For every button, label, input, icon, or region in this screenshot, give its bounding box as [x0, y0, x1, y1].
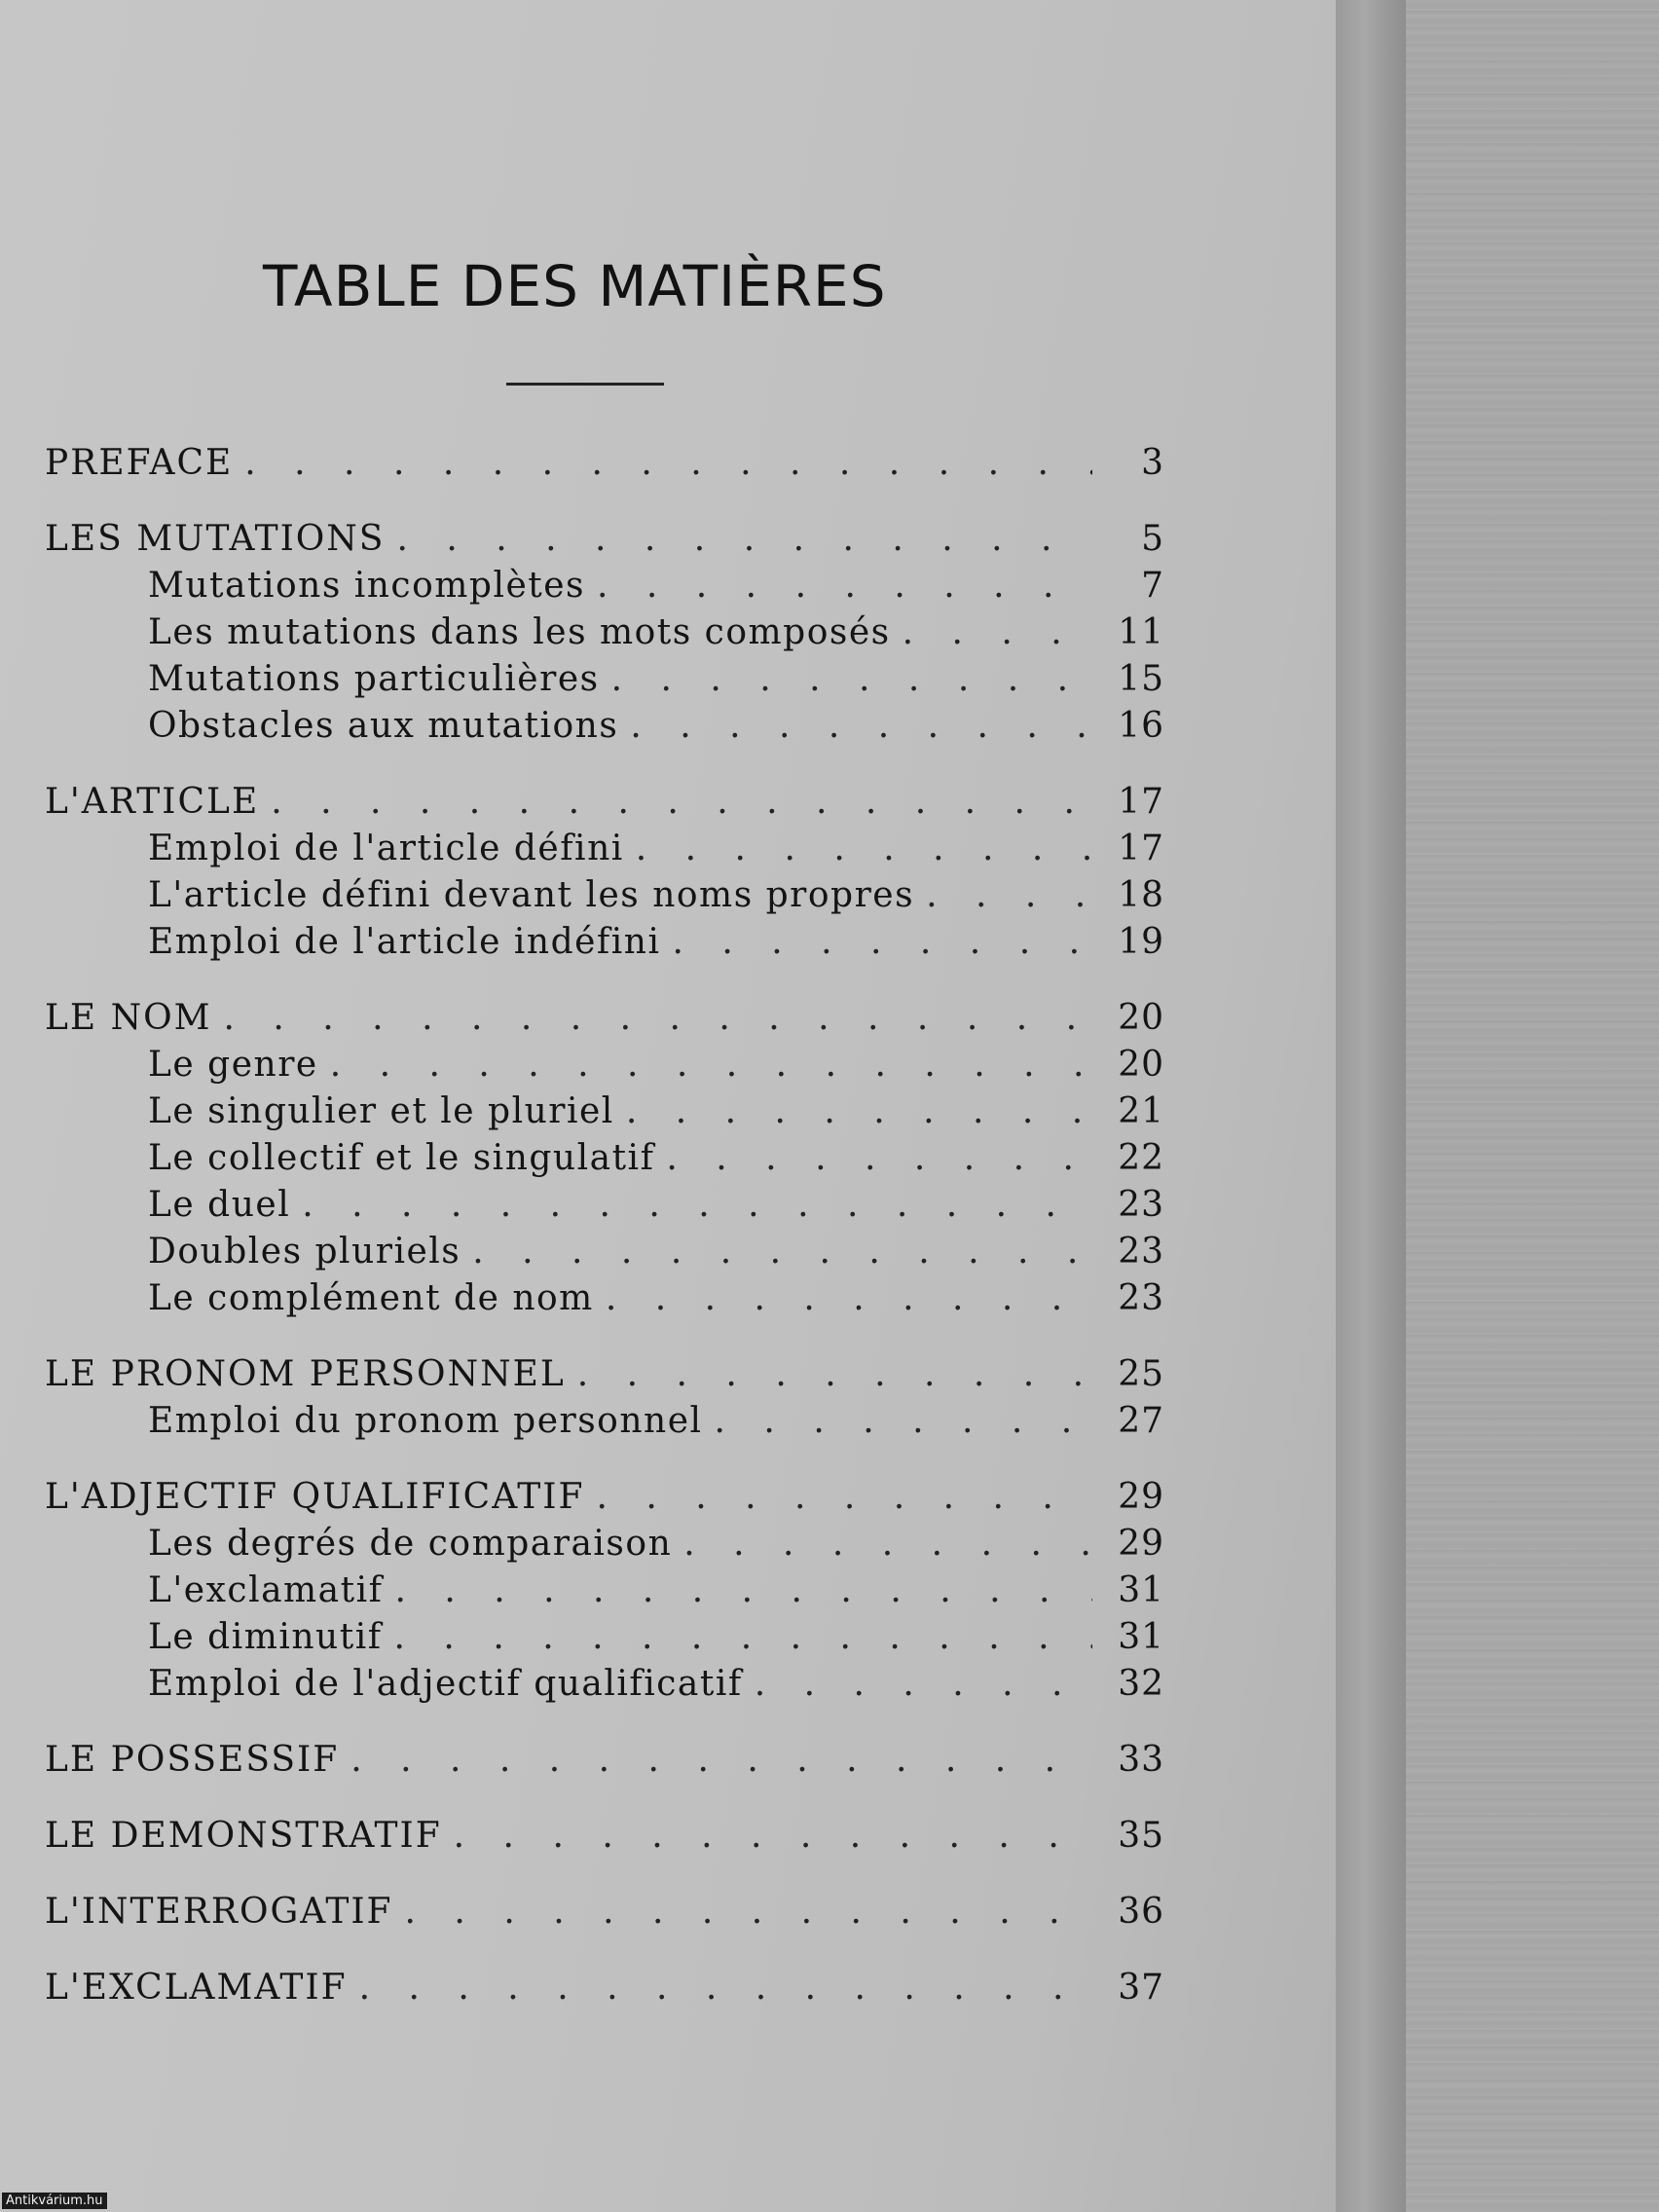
- toc-entry-label: PREFACE: [45, 443, 234, 483]
- dot-leader: [636, 829, 1092, 868]
- toc-entry: [45, 782, 1164, 829]
- toc-entry-label: LE PRONOM PERSONNEL: [45, 1354, 566, 1394]
- toc-page-number: 19: [1118, 922, 1164, 962]
- toc-entry-label: L'ADJECTIF QUALIFICATIF: [45, 1477, 585, 1517]
- toc-subentry: [45, 659, 1164, 706]
- dot-leader: [302, 1185, 1092, 1225]
- toc-entry-label: LE DEMONSTRATIF: [45, 1816, 442, 1856]
- dot-leader: [359, 1968, 1092, 2008]
- toc-page-number: 31: [1118, 1570, 1164, 1610]
- dot-leader: [472, 1232, 1092, 1272]
- toc-entry: [45, 1740, 1164, 1787]
- toc-entry: [45, 1354, 1164, 1401]
- title-divider: [506, 383, 664, 386]
- dot-leader: [271, 782, 1092, 822]
- toc-page-number: 17: [1118, 829, 1164, 868]
- dot-leader: [224, 998, 1092, 1038]
- toc-entry-label: Le genre: [148, 1045, 318, 1085]
- toc-page-number: 23: [1118, 1232, 1164, 1272]
- dot-leader: [405, 1892, 1092, 1932]
- toc-page-number: 17: [1118, 782, 1164, 822]
- toc-subentry: [45, 1401, 1164, 1448]
- dot-leader: [577, 1354, 1092, 1394]
- toc-entry: [45, 1968, 1164, 2014]
- dot-leader: [244, 443, 1092, 483]
- toc-page-number: 5: [1141, 519, 1164, 559]
- toc-entry-label: L'ARTICLE: [45, 782, 260, 822]
- toc-entry-label: Le duel: [148, 1185, 291, 1225]
- toc-page-number: 33: [1118, 1740, 1164, 1780]
- toc-subentry: [45, 1091, 1164, 1138]
- toc-page-number: 23: [1118, 1185, 1164, 1225]
- dot-leader: [330, 1045, 1092, 1085]
- book-gutter: [1336, 0, 1406, 2212]
- toc-entry-label: LE NOM: [45, 998, 212, 1038]
- dot-leader: [596, 1477, 1092, 1517]
- toc-page-number: 23: [1118, 1278, 1164, 1318]
- dot-leader: [611, 659, 1092, 699]
- toc-entry-label: Mutations incomplètes: [148, 566, 586, 606]
- toc-page-number: 36: [1118, 1892, 1164, 1932]
- adjacent-page-edge: [1406, 0, 1659, 2212]
- page-title: TABLE DES MATIÈRES: [263, 253, 887, 319]
- toc-entry-label: L'EXCLAMATIF: [45, 1968, 348, 2008]
- toc-entry-label: Mutations particulières: [148, 659, 600, 699]
- toc-entry-label: L'exclamatif: [148, 1570, 384, 1610]
- toc-subentry: [45, 612, 1164, 659]
- toc-subentry: [45, 1664, 1164, 1711]
- toc-page-number: 7: [1141, 566, 1164, 606]
- toc-page-number: 27: [1118, 1401, 1164, 1441]
- toc-subentry: [45, 566, 1164, 612]
- toc-entry-label: Emploi du pronom personnel: [148, 1401, 703, 1441]
- toc-entry: [45, 443, 1164, 490]
- toc-subentry: [45, 922, 1164, 969]
- toc-subentry: [45, 1278, 1164, 1325]
- toc-entry-label: L'article défini devant les noms propres: [148, 875, 915, 915]
- dot-leader: [666, 1138, 1092, 1178]
- toc-entry-label: Emploi de l'adjectif qualificatif: [148, 1664, 743, 1704]
- toc-entry-label: Obstacles aux mutations: [148, 706, 619, 746]
- toc-entry-label: L'INTERROGATIF: [45, 1892, 393, 1932]
- toc-entry-label: Les degrés de comparaison: [148, 1524, 673, 1564]
- toc-subentry: [45, 875, 1164, 922]
- toc-entry-label: Le diminutif: [148, 1617, 383, 1657]
- toc-entry-label: Le complément de nom: [148, 1278, 594, 1318]
- toc-entry-label: Doubles pluriels: [148, 1232, 461, 1272]
- dot-leader: [683, 1524, 1092, 1564]
- toc-subentry: [45, 1045, 1164, 1091]
- dot-leader: [396, 519, 1092, 559]
- toc-page-number: 18: [1118, 875, 1164, 915]
- dot-leader: [606, 1278, 1092, 1318]
- watermark-credit: Antikvárium.hu: [2, 2193, 107, 2209]
- toc-page-number: 11: [1118, 612, 1164, 652]
- dot-leader: [454, 1816, 1092, 1856]
- toc-entry-label: Emploi de l'article indéfini: [148, 922, 661, 962]
- toc-subentry: [45, 829, 1164, 875]
- dot-leader: [350, 1740, 1092, 1780]
- toc-page-number: 25: [1118, 1354, 1164, 1394]
- toc-subentry: [45, 1232, 1164, 1278]
- toc-entry-label: Emploi de l'article défini: [148, 829, 624, 868]
- toc-page-number: 29: [1118, 1477, 1164, 1517]
- toc-entry-label: Le collectif et le singulatif: [148, 1138, 655, 1178]
- toc-entry-label: LE POSSESSIF: [45, 1740, 340, 1780]
- toc-page-number: 32: [1118, 1664, 1164, 1704]
- toc-page-number: 22: [1118, 1138, 1164, 1178]
- toc-page-number: 35: [1118, 1816, 1164, 1856]
- toc-subentry: [45, 1185, 1164, 1232]
- dot-leader: [394, 1570, 1092, 1610]
- toc-entry: [45, 1477, 1164, 1524]
- toc-page-number: 31: [1118, 1617, 1164, 1657]
- toc-entry-label: LES MUTATIONS: [45, 519, 386, 559]
- dot-leader: [597, 566, 1092, 606]
- toc-subentry: [45, 1617, 1164, 1664]
- toc-subentry: [45, 1138, 1164, 1185]
- dot-leader: [630, 706, 1092, 746]
- toc-page-number: 20: [1118, 998, 1164, 1038]
- toc-entry: [45, 1816, 1164, 1862]
- toc-page-number: 37: [1118, 1968, 1164, 2008]
- table-of-contents: [45, 443, 1164, 2014]
- dot-leader: [903, 612, 1092, 652]
- toc-entry-label: Le singulier et le pluriel: [148, 1091, 614, 1131]
- dot-leader: [394, 1617, 1092, 1657]
- toc-page-number: 21: [1118, 1091, 1164, 1131]
- dot-leader: [926, 875, 1092, 915]
- toc-page-number: 29: [1118, 1524, 1164, 1564]
- toc-page-number: 20: [1118, 1045, 1164, 1085]
- toc-page-number: 15: [1118, 659, 1164, 699]
- toc-entry: [45, 519, 1164, 566]
- dot-leader: [755, 1664, 1092, 1704]
- toc-subentry: [45, 1570, 1164, 1617]
- toc-page-number: 3: [1141, 443, 1164, 483]
- dot-leader: [672, 922, 1092, 962]
- toc-subentry: [45, 706, 1164, 753]
- toc-entry: [45, 1892, 1164, 1938]
- toc-entry-label: Les mutations dans les mots composés: [148, 612, 891, 652]
- dot-leader: [626, 1091, 1092, 1131]
- dot-leader: [715, 1401, 1092, 1441]
- toc-entry: [45, 998, 1164, 1045]
- toc-subentry: [45, 1524, 1164, 1570]
- toc-page-number: 16: [1118, 706, 1164, 746]
